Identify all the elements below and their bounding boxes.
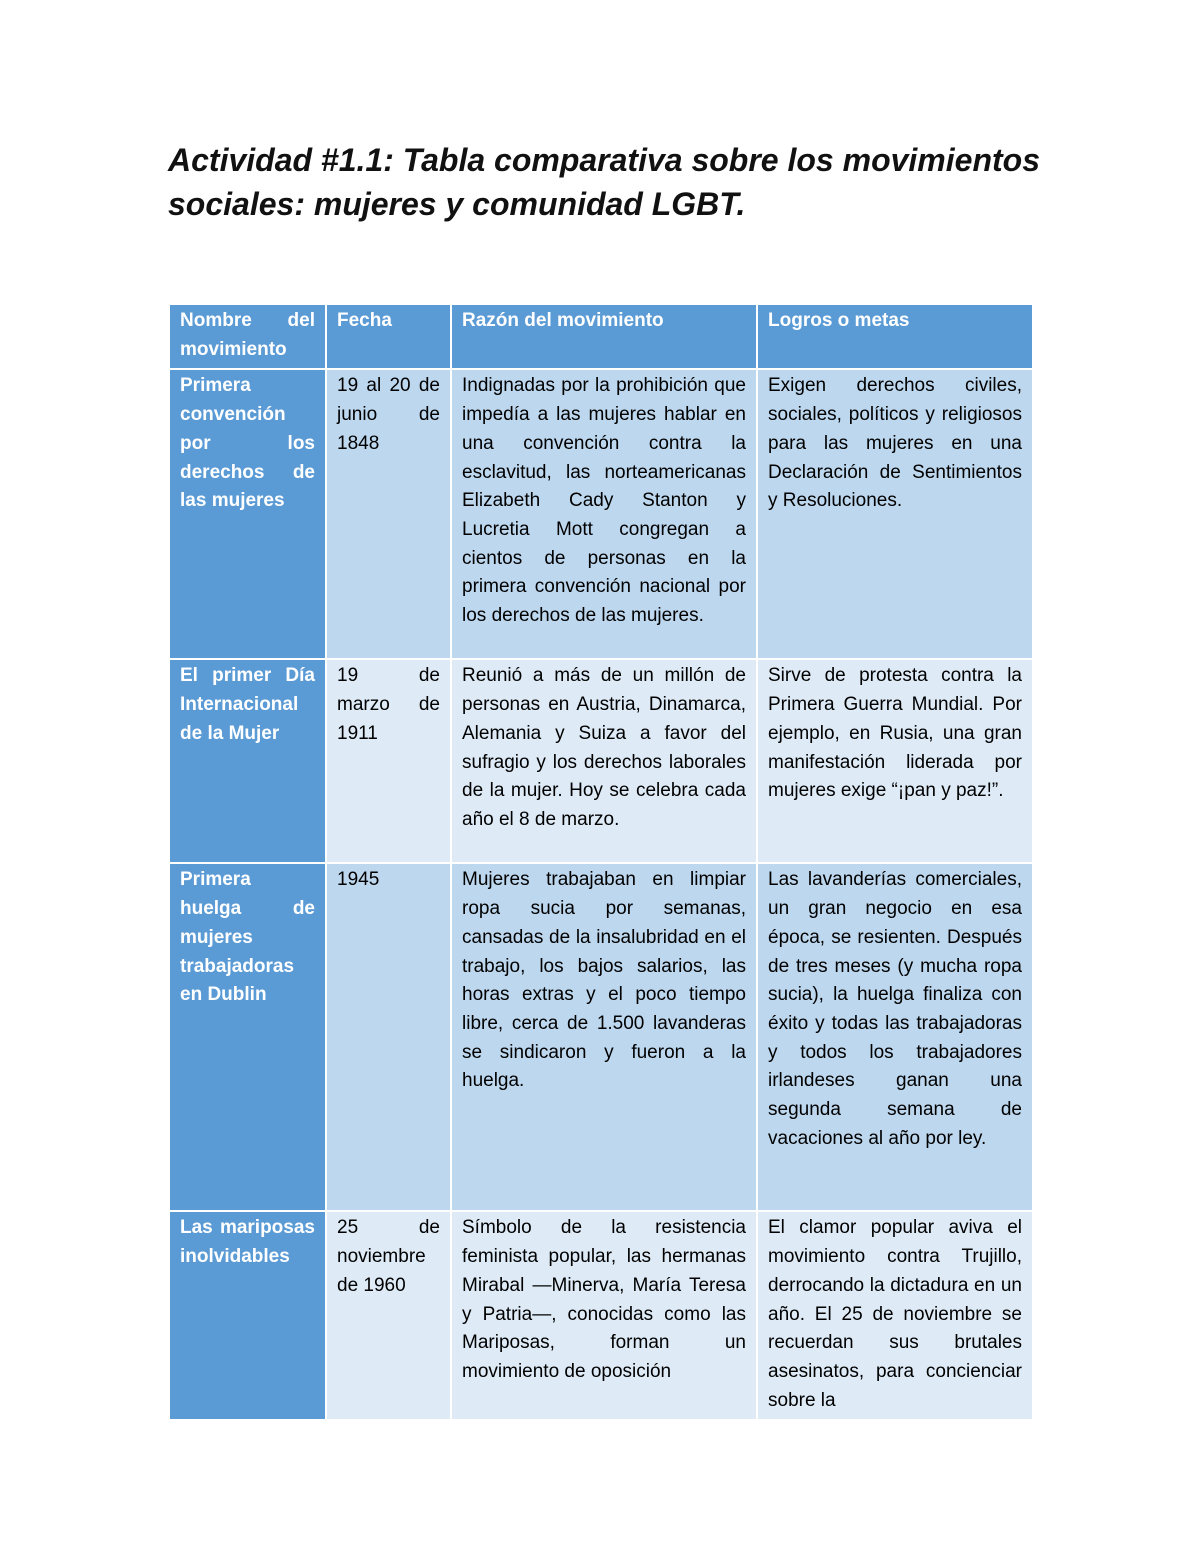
movement-goals: Las lavanderías comerciales, un gran negocio en esa época, se resienten. Después de tres meses (y mucha ropa sucia), la huelga finaliza con éxito y todas las trabajadoras y todos los trabajadores irlandeses ganan una segunda semana de vacaciones al año por ley. (757, 863, 1033, 1211)
document-title: Actividad #1.1: Tabla comparativa sobre los movimientos sociales: mujeres y comunidad LGBT. (168, 142, 1040, 222)
movement-reason: Reunió a más de un millón de personas en Austria, Dinamarca, Alemania y Suiza a favor del sufragio y los derechos laborales de la mujer. Hoy se celebra cada año el 8 de marzo. (451, 659, 757, 863)
header-logros: Logros o metas (757, 304, 1033, 369)
header-fecha: Fecha (326, 304, 451, 369)
movement-name: Primera huelga de mujeres trabajadoras en Dublin (169, 863, 326, 1211)
table-row (169, 863, 1033, 1211)
movement-goals: Exigen derechos civiles, sociales, políticos y religiosos para las mujeres en una Declaración de Sentimientos y Resoluciones. (757, 369, 1033, 659)
header-razon: Razón del movimiento (451, 304, 757, 369)
table-row (169, 1211, 1033, 1420)
movement-reason: Símbolo de la resistencia feminista popular, las hermanas Mirabal —Minerva, María Teresa y Patria—, conocidas como las Mariposas, forman un movimiento de oposición (451, 1211, 757, 1420)
table-row (169, 659, 1033, 863)
movement-name: Las mariposas inolvidables (169, 1211, 326, 1420)
movement-reason: Indignadas por la prohibición que impedía a las mujeres hablar en una convención contra la esclavitud, las norteamericanas Elizabeth Cady Stanton y Lucretia Mott congregan a cientos de personas en la primera convención nacional por los derechos de las mujeres. (451, 369, 757, 659)
movement-name: Primera convención por los derechos de las mujeres (169, 369, 326, 659)
movement-name: El primer Día Internacional de la Mujer (169, 659, 326, 863)
movement-date: 19 de marzo de 1911 (326, 659, 451, 863)
movement-date: 1945 (326, 863, 451, 1211)
movement-reason: Mujeres trabajaban en limpiar ropa sucia por semanas, cansadas de la insalubridad en el trabajo, los bajos salarios, las horas extras y el poco tiempo libre, cerca de 1.500 lavanderas se sindicaron y fueron a la huelga. (451, 863, 757, 1211)
header-nombre: Nombre del movimiento (169, 304, 326, 369)
movement-date: 25 de noviembre de 1960 (326, 1211, 451, 1420)
comparison-table (168, 303, 1034, 1421)
table-row (169, 369, 1033, 659)
table-header-row (169, 304, 1033, 369)
movement-goals: El clamor popular aviva el movimiento contra Trujillo, derrocando la dictadura en un año. El 25 de noviembre se recuerdan sus brutales asesinatos, para concienciar sobre la (757, 1211, 1033, 1420)
movement-goals: Sirve de protesta contra la Primera Guerra Mundial. Por ejemplo, en Rusia, una gran manifestación liderada por mujeres exige “¡pan y paz!”. (757, 659, 1033, 863)
movement-date: 19 al 20 de junio de 1848 (326, 369, 451, 659)
